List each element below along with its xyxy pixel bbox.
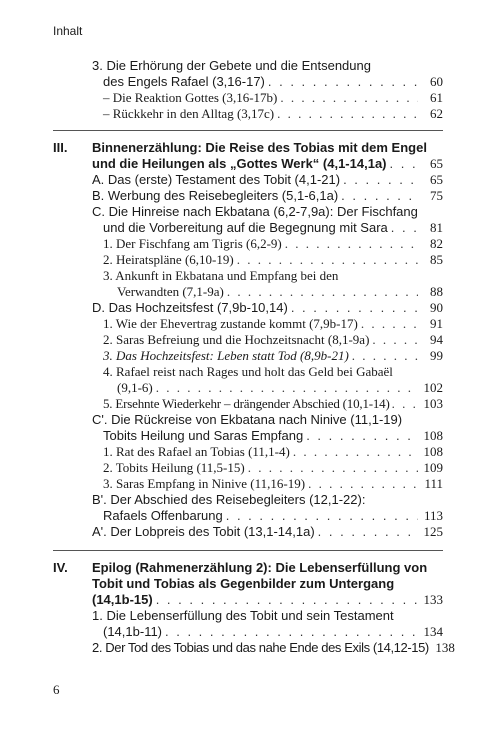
page-number: 61 [430,90,443,105]
leader-dots [306,428,418,444]
section-numeral-iv: IV. [53,560,68,575]
toc-entry-cp [103,428,443,444]
section-iv-title-line3: (14,1b-15) [92,592,153,607]
page-number: 103 [423,396,443,411]
leader-dots [318,524,418,540]
toc-entry-c-line1: C. Die Hinreise nach Ekbatana (6,2-7,9a): Der Fischfang [92,204,418,219]
toc-entry-b [92,188,443,204]
leader-dots [392,396,419,412]
page-number: 138 [435,640,455,655]
entry-text: B. Werbung des Reisebegleiters (5,1-6,1a) [92,188,339,203]
entry-text: 2. Saras Befreiung und die Hochzeitsnacht (8,1-9a) [103,332,370,347]
leader-dots [352,348,418,364]
entry-text: (14,1b-11) [103,624,163,639]
page-number: 62 [430,106,443,121]
page-number: 65 [430,156,443,171]
toc-entry-iv1 [103,624,443,640]
leader-dots [308,476,418,492]
toc-entry-d1 [103,316,443,332]
page-number: 134 [423,624,443,639]
toc-sub-reaktion [103,90,443,106]
entry-text: 3. Saras Empfang in Ninive (11,16-19) [103,476,306,491]
entry-text: A'. Der Lobpreis des Tobit (13,1-14,1a) [92,524,315,539]
entry-text: Tobits Heilung und Saras Empfang [103,428,304,443]
toc-entry-d4 [117,380,443,396]
page-number: 108 [423,428,443,443]
toc-entry-c1 [103,236,443,252]
section-divider [53,130,443,131]
entry-text: und die Vorbereitung auf die Begegnung mit Sara [103,220,388,235]
page-number: 91 [430,316,443,331]
leader-dots [226,508,418,524]
entry-text: 1. Wie der Ehevertrag zustande kommt (7,9b-17) [103,316,358,331]
toc-entry-bp [103,508,443,524]
toc-entry-d [92,300,443,316]
leader-dots [293,444,418,460]
toc-entry-cp3 [103,476,443,492]
toc-entry-c3-line1: 3. Ankunft in Ekbatana und Empfang bei den [103,268,339,283]
leader-dots [341,188,418,204]
leader-dots [268,74,418,90]
section-iii-title-line2: und die Heilungen als „Gottes Werk“ (4,1-14,1a) [92,156,387,171]
page-number: 88 [430,284,443,299]
section-iv-title-line1: Epilog (Rahmenerzählung 2): Die Lebenserfüllung von [92,560,428,575]
toc-entry-cp2 [103,460,443,476]
entry-text: Rafaels Offenbarung [103,508,223,523]
section-iii-title-line1: Binnenerzählung: Die Reise des Tobias mit dem Engel [92,140,427,155]
page-number: 99 [430,348,443,363]
entry-text: 3. Das Hochzeitsfest: Leben statt Tod (8,9b-21) [103,348,349,363]
leader-dots [390,156,419,172]
page-number: 108 [423,444,443,459]
page-folio: 6 [53,682,60,697]
page-number: 82 [430,236,443,251]
page-number: 113 [423,508,443,523]
page-number: 109 [423,460,443,475]
leader-dots [361,316,418,332]
leader-dots [277,106,418,122]
section-iv-title [92,592,443,608]
toc-entry-bp-line1: B'. Der Abschied des Reisebegleiters (12,1-22): [92,492,366,507]
leader-dots [280,90,418,106]
toc-entry-iv2 [92,640,455,656]
entry-text: 2. Tobits Heilung (11,5-15) [103,460,245,475]
leader-dots [391,220,418,236]
page-number: 94 [430,332,443,347]
entry-text: 2. Heiratspläne (6,10-19) [103,252,234,267]
toc-item-3-line1: 3. Die Erhörung der Gebete und die Entsendung [92,58,371,73]
running-head: Inhalt [53,24,83,38]
leader-dots [165,624,418,640]
toc-entry-cp-line1: C'. Die Rückreise von Ekbatana nach Ninive (11,1-19) [92,412,403,427]
toc-sub-rueckkehr [103,106,443,122]
entry-text: – Rückkehr in den Alltag (3,17c) [103,106,275,121]
section-iii-title [92,156,443,172]
leader-dots [156,380,418,396]
toc-entry-c3 [117,284,443,300]
toc-entry-d4-line1: 4. Rafael reist nach Rages und holt das Geld bei Gabaël [103,364,393,379]
entry-text: Verwandten (7,1-9a) [117,284,224,299]
section-numeral-iii: III. [53,140,68,155]
page-number: 85 [430,252,443,267]
toc-entry-cp1 [103,444,443,460]
toc-entry-c [103,220,443,236]
leader-dots [227,284,418,300]
leader-dots [248,460,418,476]
entry-text: – Die Reaktion Gottes (3,16-17b) [103,90,278,105]
page-number: 133 [423,592,443,607]
section-divider [53,550,443,551]
toc-entry-d2 [103,332,443,348]
leader-dots [372,332,418,348]
toc-entry-a [92,172,443,188]
page-number: 65 [430,172,443,187]
entry-text: A. Das (erste) Testament des Tobit (4,1-21) [92,172,341,187]
page-number: 75 [430,188,443,203]
toc-item-3-line2: des Engels Rafael (3,16-17) [103,74,265,89]
toc-entry-d3 [103,348,443,364]
toc-entry-d5 [103,396,443,412]
page-number: 90 [430,300,443,315]
toc-entry-ap [92,524,443,540]
entry-text: (9,1-6) [117,380,153,395]
page-number: 102 [423,380,443,395]
entry-text: 1. Der Fischfang am Tigris (6,2-9) [103,236,282,251]
toc-item-3 [103,74,443,90]
entry-text: 1. Rat des Rafael an Tobias (11,1-4) [103,444,290,459]
page-number: 60 [430,74,443,89]
leader-dots [285,236,418,252]
section-iv-title-line2: Tobit und Tobias als Gegenbilder zum Untergang [92,576,395,591]
entry-text: 2. Der Tod des Tobias und das nahe Ende des Exils (14,12-15) [92,640,429,655]
leader-dots [237,252,418,268]
page-number: 125 [423,524,443,539]
leader-dots [343,172,418,188]
entry-text: D. Das Hochzeitsfest (7,9b-10,14) [92,300,288,315]
toc-entry-c2 [103,252,443,268]
page-number: 81 [430,220,443,235]
toc-entry-iv1-line1: 1. Die Lebenserfüllung des Tobit und sein Testament [92,608,394,623]
leader-dots [156,592,418,608]
page-number: 111 [424,476,443,491]
entry-text: 5. Ersehnte Wiederkehr – drängender Abschied (10,1-14) [103,396,390,411]
leader-dots [291,300,418,316]
